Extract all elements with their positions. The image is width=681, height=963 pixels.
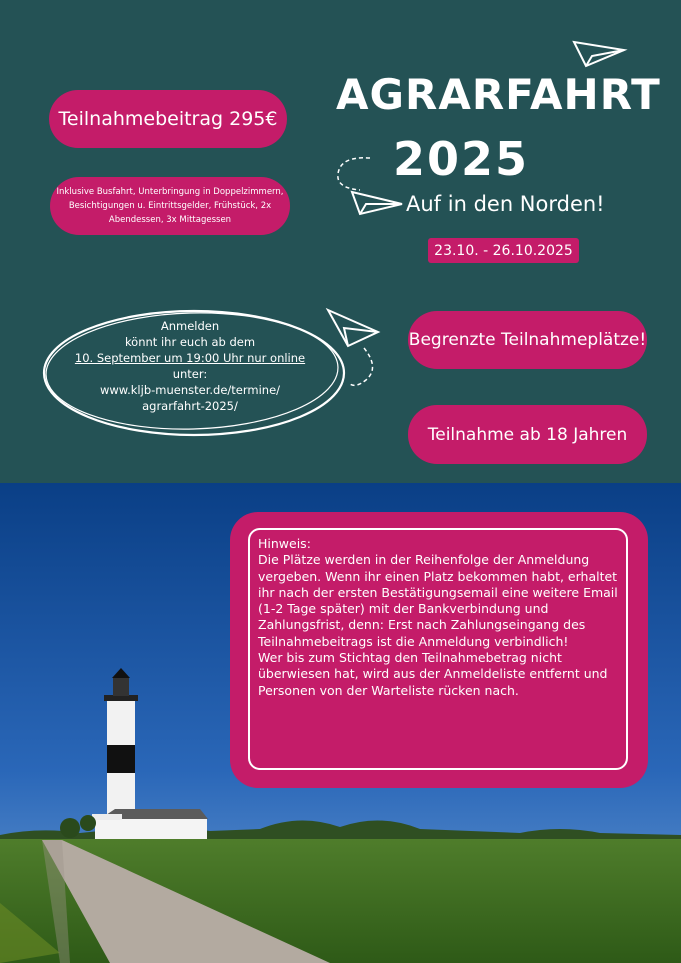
limited-spots-badge xyxy=(408,311,647,369)
notice-paragraph: Wer bis zum Stichtag den Teilnahmebetrag nicht überwiesen hat, wird aus der Anmeldeliste entfernt und Personen von der Warteliste rücken nach. xyxy=(258,650,608,698)
age-label: Teilnahme ab 18 Jahren xyxy=(427,424,628,445)
notice-heading: Hinweis: xyxy=(258,536,311,551)
paper-plane-icon xyxy=(572,36,628,76)
page-title-year: 2025 xyxy=(392,132,530,186)
signup-info xyxy=(68,318,312,414)
limited-spots-label: Begrenzte Teilnahmeplätze! xyxy=(408,330,647,350)
price-badge xyxy=(49,90,287,148)
age-badge xyxy=(408,405,647,464)
price-label: Teilnahmebeitrag 295€ xyxy=(58,108,278,130)
signup-url[interactable]: agrarfahrt-2025/ xyxy=(142,399,238,413)
page-subtitle: Auf in den Norden! xyxy=(406,192,605,216)
signup-line: Anmelden xyxy=(160,319,220,333)
inclusions-badge xyxy=(50,177,290,235)
date-range: 23.10. - 26.10.2025 xyxy=(434,242,573,259)
signup-url[interactable]: www.kljb-muenster.de/termine/ xyxy=(99,383,281,397)
inclusions-text: Inklusive Busfahrt, Unterbringung in Doppelzimmern, Besichtigungen u. Eintrittsgelder, Frühstück, 2x Abendessen, 3x Mittagessen xyxy=(56,187,284,225)
notice-paragraph: Die Plätze werden in der Reihenfolge der Anmeldung vergeben. Wenn ihr einen Platz bekommen habt, erhaltet ihr nach der ersten Bestätigungsemail eine weitere Email (1-2 Tage später) mit der Bankverbindung und Zahlungsfrist, denn: Erst nach Zahlungseingang des Teilnahmebeitrags ist die Anmeldung verbindlich! xyxy=(258,552,618,649)
signup-line: unter: xyxy=(172,367,208,381)
paper-plane-icon xyxy=(330,152,410,222)
signup-line: könnt ihr euch ab dem xyxy=(124,335,256,349)
page-title: AGRARFAHRT xyxy=(336,70,661,119)
signup-date: 10. September um 19:00 Uhr nur online xyxy=(74,351,306,365)
notice-text xyxy=(258,536,622,699)
date-badge xyxy=(428,238,579,263)
